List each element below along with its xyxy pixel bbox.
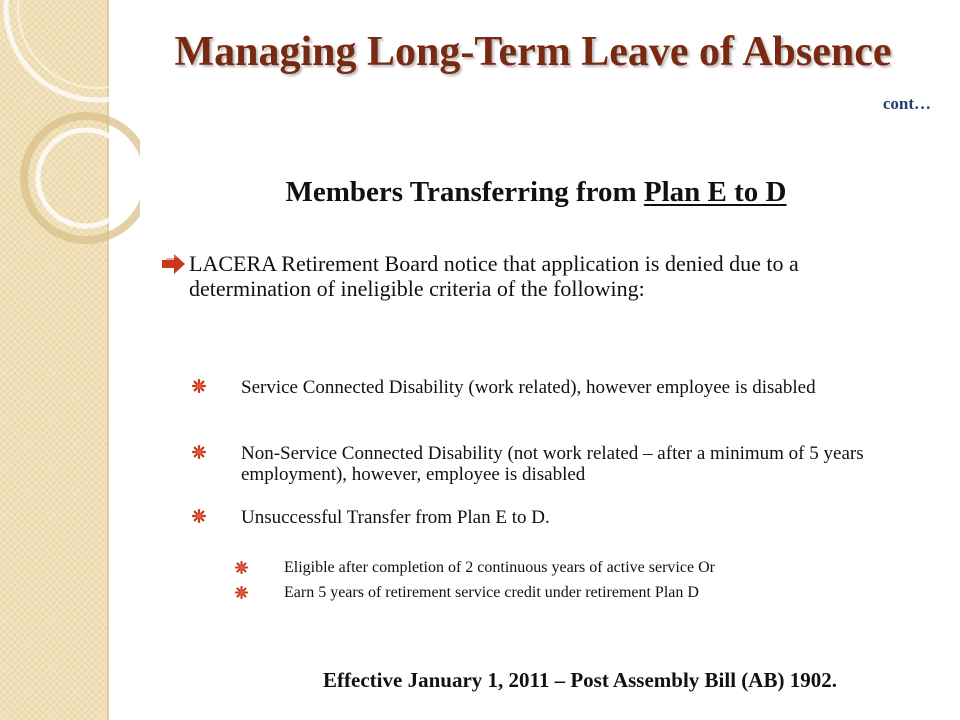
slide-subtitle bbox=[0, 176, 960, 209]
intro-bullet bbox=[162, 251, 922, 301]
red-starburst-bullet-icon bbox=[192, 445, 206, 459]
criterion-item bbox=[192, 377, 912, 398]
condition-item bbox=[235, 584, 895, 602]
effective-date-note: Effective January 1, 2011 – Post Assembly Bill (AB) 1902. bbox=[323, 668, 837, 692]
subtitle-prefix: Members Transferring from bbox=[285, 176, 644, 208]
slide-title: Managing Long-Term Leave of Absence bbox=[174, 29, 892, 75]
red-starburst-bullet-icon bbox=[192, 509, 206, 523]
condition-text: Eligible after completion of 2 continuous years of active service Or bbox=[284, 559, 715, 576]
criterion-text: Unsuccessful Transfer from Plan E to D. bbox=[241, 507, 550, 528]
subtitle-plan: Plan E to D bbox=[643, 176, 787, 208]
condition-text: Earn 5 years of retirement service credit under retirement Plan D bbox=[284, 584, 699, 601]
red-starburst-bullet-icon bbox=[235, 561, 248, 574]
intro-text: LACERA Retirement Board notice that application is denied due to a determination of ineligible criteria of the following: bbox=[189, 251, 799, 301]
condition-item bbox=[235, 559, 895, 577]
red-arrow-bullet-icon bbox=[162, 253, 186, 275]
criterion-item bbox=[192, 507, 912, 528]
criterion-text: Service Connected Disability (work related), however employee is disabled bbox=[241, 377, 816, 398]
red-starburst-bullet-icon bbox=[235, 586, 248, 599]
red-starburst-bullet-icon bbox=[192, 379, 206, 393]
continuation-label: cont… bbox=[882, 94, 931, 113]
criterion-text: Non-Service Connected Disability (not work related – after a minimum of 5 years employment), however, employee is disabled bbox=[241, 443, 864, 485]
criterion-item bbox=[192, 443, 912, 485]
